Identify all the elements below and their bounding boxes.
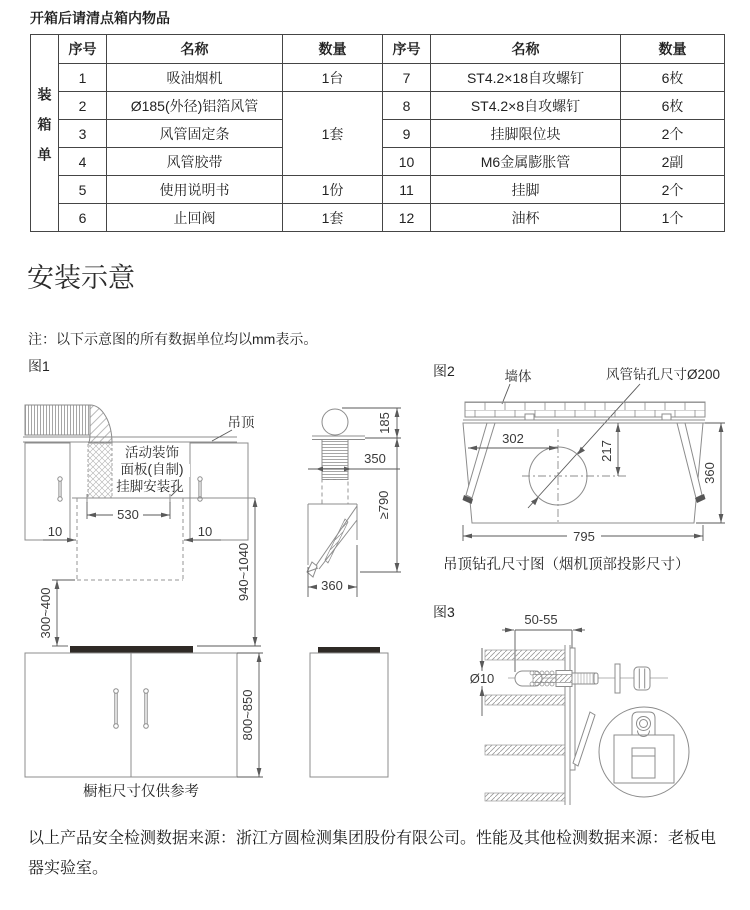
section-heading: 安装示意 — [27, 263, 135, 293]
fig1-installation-drawing — [15, 395, 455, 805]
cell-no: 2 — [59, 92, 107, 120]
dim-360-side-text: 360 — [321, 578, 343, 593]
col-header-no: 序号 — [383, 35, 431, 64]
cell-qty: 2个 — [621, 120, 725, 148]
dim-cabinet-height — [237, 653, 263, 777]
cell-name: 风管固定条 — [107, 120, 283, 148]
base-cabinet-front — [25, 653, 237, 777]
cell-qty: 1台 — [283, 64, 383, 92]
countertop-side — [318, 647, 380, 653]
wall-label: 墙体 — [504, 369, 532, 384]
table-header-row — [31, 35, 725, 64]
fig2-label: 图2 — [433, 363, 455, 379]
deco-panel-label-2: 面板(自制) — [120, 462, 184, 477]
dim-940-1040-text: 940~1040 — [236, 542, 251, 602]
cell-no: 3 — [59, 120, 107, 148]
cell-name: 止回阀 — [107, 204, 283, 232]
cell-qty-merged: 1套 — [283, 92, 383, 176]
washer — [615, 664, 620, 693]
cell-name: 风管胶带 — [107, 148, 283, 176]
fig1-caption: 橱柜尺寸仅供参考 — [83, 784, 199, 800]
dim-d10-text: Ø10 — [469, 671, 495, 686]
col-header-name: 名称 — [431, 35, 621, 64]
cell-name: 挂脚限位块 — [431, 120, 621, 148]
cell-no: 8 — [383, 92, 431, 120]
cell-qty: 1份 — [283, 176, 383, 204]
cell-qty: 1个 — [621, 204, 725, 232]
table-row — [31, 92, 725, 120]
wall-leader-line — [502, 384, 510, 404]
cell-name: M6金属膨胀管 — [431, 148, 621, 176]
table-row — [31, 64, 725, 92]
dim-hole-offset-y — [599, 423, 618, 476]
cell-qty: 1套 — [283, 204, 383, 232]
fig3-anchor-detail-drawing — [430, 602, 750, 817]
dim-projection-width — [463, 525, 703, 544]
wall-section — [485, 645, 570, 805]
cell-no: 1 — [59, 64, 107, 92]
cell-name: 使用说明书 — [107, 176, 283, 204]
hook-holes-label: 挂脚安装孔 — [116, 479, 184, 494]
unit-note: 注：以下示意图的所有数据单位均以mm表示。 — [28, 331, 318, 347]
ceiling-label: 吊顶 — [227, 415, 255, 430]
cell-name: 吸油烟机 — [107, 64, 283, 92]
fig2-caption: 吊顶钻孔尺寸图（烟机顶部投影尺寸） — [443, 557, 690, 573]
dim-10-right-text: 10 — [197, 524, 213, 539]
hook-detail-circle — [599, 707, 689, 797]
col-header-qty: 数量 — [283, 35, 383, 64]
cell-qty: 6枚 — [621, 64, 725, 92]
cell-name: 挂脚 — [431, 176, 621, 204]
side-header-cell — [31, 35, 59, 232]
dim-800-850-text: 800~850 — [240, 689, 255, 741]
col-header-name: 名称 — [107, 35, 283, 64]
dim-360-text: 360 — [702, 462, 717, 484]
col-header-no: 序号 — [59, 35, 107, 64]
dim-gap-left — [43, 524, 76, 540]
hanging-brackets — [463, 414, 706, 504]
cell-no: 11 — [383, 176, 431, 204]
footer-note: 以上产品安全检测数据来源：浙江方圆检测集团股份有限公司。性能及其他检测数据来源：老板电器实验室。 — [28, 830, 717, 878]
panel-labels — [114, 444, 190, 496]
dim-hood-to-counter — [38, 580, 75, 646]
cell-qty: 2副 — [621, 148, 725, 176]
dim-300-400-text: 300~400 — [38, 587, 53, 639]
fig1-label: 图1 — [28, 358, 50, 374]
duct-hole-label: 风管钻孔尺寸Ø200 — [606, 367, 721, 382]
dim-217-text: 217 — [599, 440, 614, 462]
cell-name: Ø185(外径)铝箔风管 — [107, 92, 283, 120]
hood-side-view — [307, 409, 365, 577]
bracket-plate-side — [570, 648, 595, 770]
dim-795-text: 795 — [573, 529, 595, 544]
cell-no: 4 — [59, 148, 107, 176]
dim-350-text: 350 — [364, 451, 386, 466]
nut — [634, 667, 650, 690]
dim-790-text: ≥790 — [376, 490, 391, 520]
cell-no: 5 — [59, 176, 107, 204]
col-header-qty: 数量 — [621, 35, 725, 64]
dim-185-text: 185 — [377, 412, 392, 434]
packing-table — [30, 34, 725, 232]
base-cabinet-side — [310, 653, 388, 777]
table-row — [31, 204, 725, 232]
cell-name: ST4.2×8自攻螺钉 — [431, 92, 621, 120]
expansion-anchor — [508, 664, 668, 693]
cell-name: 油杯 — [431, 204, 621, 232]
dim-projection-depth — [696, 423, 725, 523]
cell-no: 7 — [383, 64, 431, 92]
cell-no: 6 — [59, 204, 107, 232]
cell-qty: 2个 — [621, 176, 725, 204]
dim-hole-spacing — [87, 502, 170, 522]
side-header-text: 装箱单 — [36, 86, 53, 177]
deco-panel-label-1: 活动装饰 — [125, 445, 179, 460]
cell-no: 10 — [383, 148, 431, 176]
cell-no: 9 — [383, 120, 431, 148]
table-row — [31, 176, 725, 204]
page-title: 开箱后请清点箱内物品 — [30, 10, 170, 26]
cell-no: 12 — [383, 204, 431, 232]
countertop-front — [70, 646, 193, 653]
dim-duct-stub — [342, 408, 401, 438]
dim-10-left-text: 10 — [47, 524, 63, 539]
fig2-ceiling-drilling-drawing — [430, 365, 750, 565]
dim-530-text: 530 — [117, 507, 139, 522]
cell-qty: 6枚 — [621, 92, 725, 120]
dim-302-text: 302 — [502, 431, 524, 446]
fig3-label: 图3 — [433, 604, 455, 620]
dim-50-55-text: 50-55 — [524, 612, 558, 627]
cell-name: ST4.2×18自攻螺钉 — [431, 64, 621, 92]
